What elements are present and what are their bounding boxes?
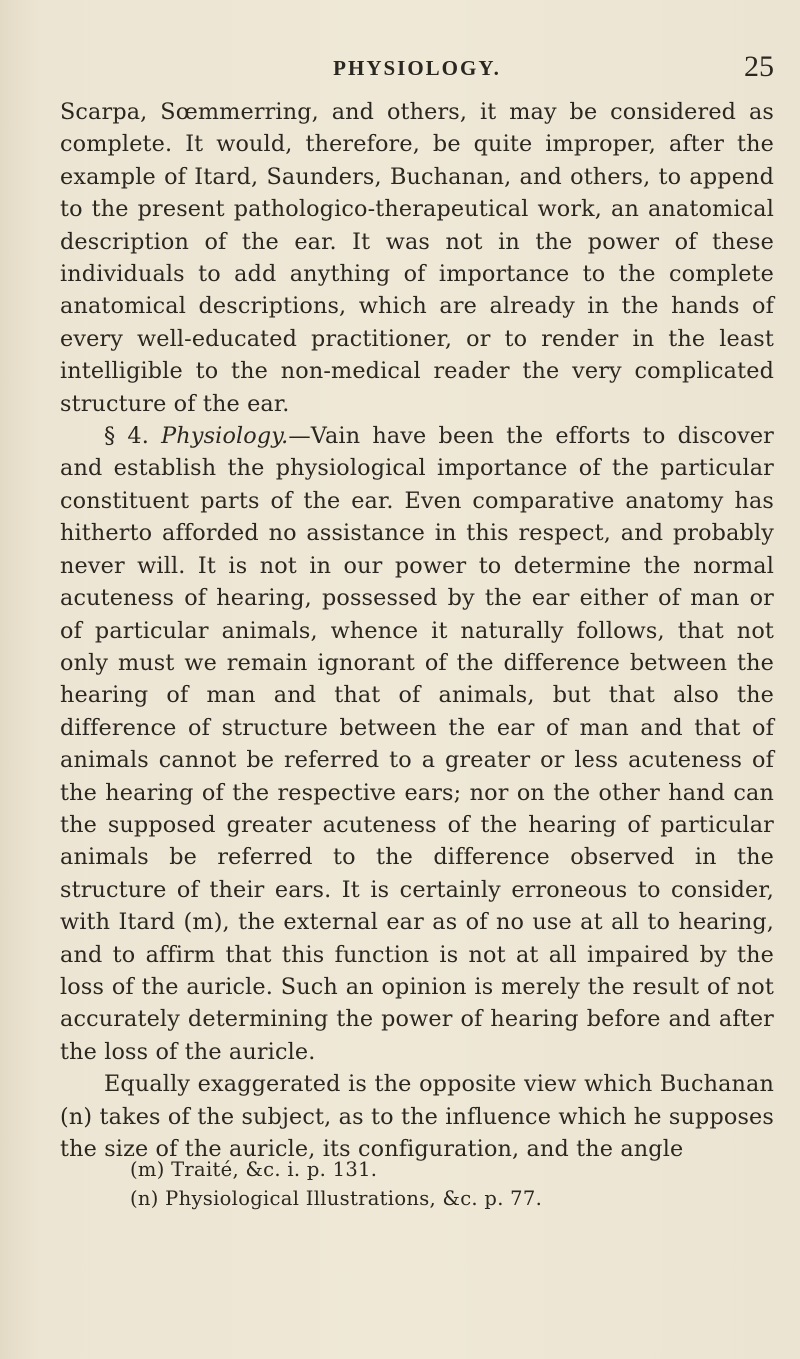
running-head: PHYSIOLOGY. [333, 56, 501, 80]
section-number: § 4. [104, 423, 150, 450]
footnotes [130, 1155, 770, 1213]
paragraph-buchanan: Equally exaggerated is the opposite view which Buchanan (n) takes of the subject, as to the influence which he supposes the size of the auricle, its configuration, and the angle [60, 1071, 774, 1162]
section-heading: Physiology. [161, 423, 289, 450]
page-number: 25 [744, 50, 774, 83]
paragraph-physiology [60, 420, 774, 1068]
page-header [60, 50, 774, 90]
paragraph-continuation: Scarpa, Sœmmerring, and others, it may be considered as complete. It would, therefore, be quite improper, after the example of Itard, Saunders, Buchanan, and others, to append to the present pathologico-therapeutical work, an anatomical description of the ear. It was not in the power of these individuals to add anything of importance to the complete anatomical descriptions, which are already in the hands of every well-educated practitioner, or to render in the least intelligible to the non-medical reader the very complicated structure of the ear. [60, 99, 774, 417]
body-text [60, 96, 774, 1165]
section-text: —Vain have been the efforts to discover and establish the physiological importance of the particular constituent parts of the ear. Even comparative anatomy has hitherto afforded no assistance in this respect, and probably never will. It is not in our power to determine the normal acuteness of hearing, possessed by the ear either of man or of particular animals, whence it naturally follows, that not only must we remain ignorant of the difference between the hearing of man and that of animals, but that also the difference of structure between the ear of man and that of animals cannot be referred to a greater or less acuteness of the hearing of the respective ears; nor on the other hand can the supposed greater acuteness of the hearing of particular animals be referred to the difference observed in the structure of their ears. It is certainly erroneous to consider, with Itard (m), the external ear as of no use at all to hearing, and to affirm that this function is not at all impaired by the loss of the auricle. Such an opinion is merely the result of not accurately determining the power of hearing before and after the loss of the auricle. [60, 423, 774, 1065]
footnote-n: (n) Physiological Illustrations, &c. p. 77. [130, 1187, 543, 1210]
footnote-m: (m) Traité, &c. i. p. 131. [130, 1158, 378, 1181]
